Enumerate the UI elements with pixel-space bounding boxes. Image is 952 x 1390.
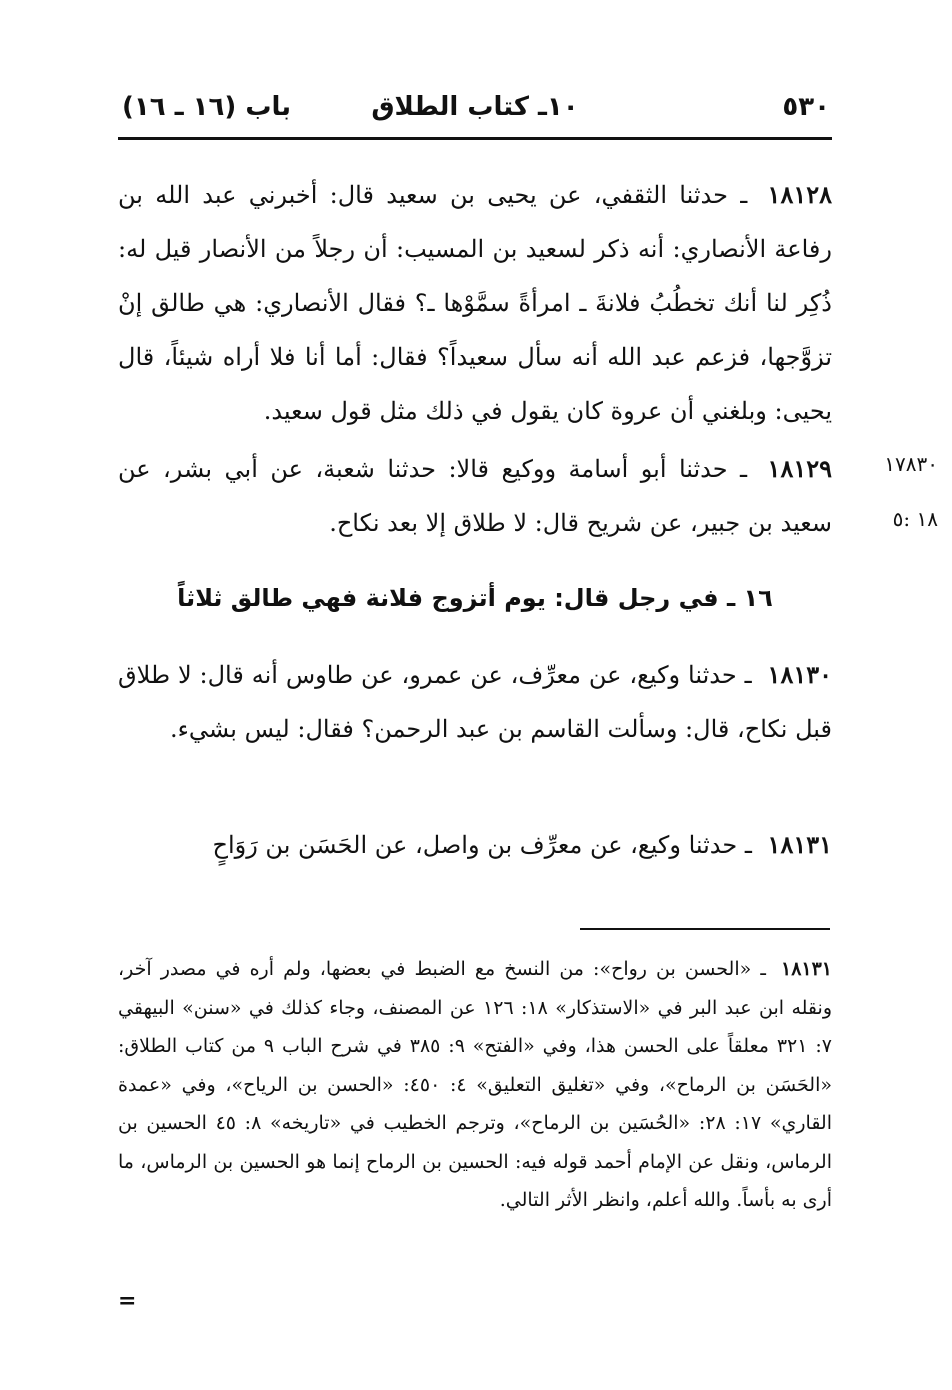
hadith-number: ١٨١٣١ — [767, 830, 832, 859]
paragraph-18131 — [118, 818, 832, 872]
page-number: ٥٣٠ — [782, 92, 830, 122]
hadith-number: ١٨١٣٠ — [767, 660, 832, 689]
footnote-text: ـ «الحسن بن رواح»: من النسخ مع الضبط في بعضها، ولم أره في مصدر آخر، ونقله ابن عبد البر في «الاستذكار» ١٨: ١٢٦ عن المصنف، وجاء كذلك في «سنن» البيهقي ٧: ٣٢١ معلقاً على الحسن هذا، وفي «الفتح» ٩: ٣٨٥ في شرح الباب ٩ من كتاب الطلاق: «الحَسَن بن الرماح»، وفي «تغليق التعليق» ٤: ٤٥٠: «الحسن بن الرياح»، وفي «عمدة القاري» ١٧: ٢٨: «الحُسَين بن الرماح»، وترجم الخطيب في «تاريخه» ٨: ٤٥ الحسين بن الرماس، ونقل عن الإمام أحمد قوله فيه: الحسين بن الرماح إنما هو الحسين بن الرماس، ما أرى به بأساً. والله أعلم، وانظر الأثر التالي. — [118, 958, 832, 1211]
hadith-number: ١٨١٢٨ — [767, 180, 832, 209]
hadith-number: ١٨١٢٩ — [767, 454, 832, 483]
margin-note-2: ١٨ :٥ — [892, 507, 938, 531]
chapter-range: باب (١٦ ـ ١٦) — [122, 92, 291, 122]
footnote-rule — [580, 928, 830, 930]
header-rule — [118, 137, 832, 140]
hadith-text: ـ حدثنا وكيع، عن معرِّف، عن عمرو، عن طاوس أنه قال: لا طلاق قبل نكاح، قال: وسألت القاسم بن عبد الرحمن؟ فقال: ليس بشيء. — [118, 661, 832, 743]
section-heading: ١٦ ـ في رجل قال: يوم أتزوج فلانة فهي طالق ثلاثاً — [177, 584, 773, 612]
margin-note-1: ١٧٨٣٠ — [884, 452, 938, 476]
paragraph-18129 — [118, 442, 832, 550]
footnote — [118, 950, 832, 1220]
footnote-number: ١٨١٣١ — [780, 958, 833, 980]
continuation-mark: = — [118, 1288, 137, 1314]
hadith-text: ـ حدثنا أبو أسامة ووكيع قالا: حدثنا شعبة، عن أبي بشر، عن سعيد بن جبير، عن شريح قال: لا طلاق إلا بعد نكاح. — [118, 455, 832, 537]
book-title: ١٠ـ كتاب الطلاق — [371, 92, 579, 122]
hadith-text: ـ حدثنا الثقفي، عن يحيى بن سعيد قال: أخبرني عبد الله بن رفاعة الأنصاري: أنه ذكر لسعيد بن المسيب: أن رجلاً من الأنصار قيل له: ذُكِر لنا أنك تخطُبُ فلانةَ ـ امرأةً سمَّوْها ـ؟ فقال الأنصاري: هي طالق إنْ تزوَّجها، فزعم عبد الله أنه سأل سعيداً؟ فقال: أما أنا فلا أراه شيئاً، قال يحيى: وبلغني أن عروة كان يقول في ذلك مثل قول سعيد. — [118, 181, 832, 425]
page-header — [118, 88, 832, 128]
paragraph-18130 — [118, 648, 832, 756]
paragraph-18128 — [118, 168, 832, 438]
hadith-text: ـ حدثنا وكيع، عن معرِّف بن واصل، عن الحَسَن بن رَوَاحٍ — [212, 831, 752, 859]
